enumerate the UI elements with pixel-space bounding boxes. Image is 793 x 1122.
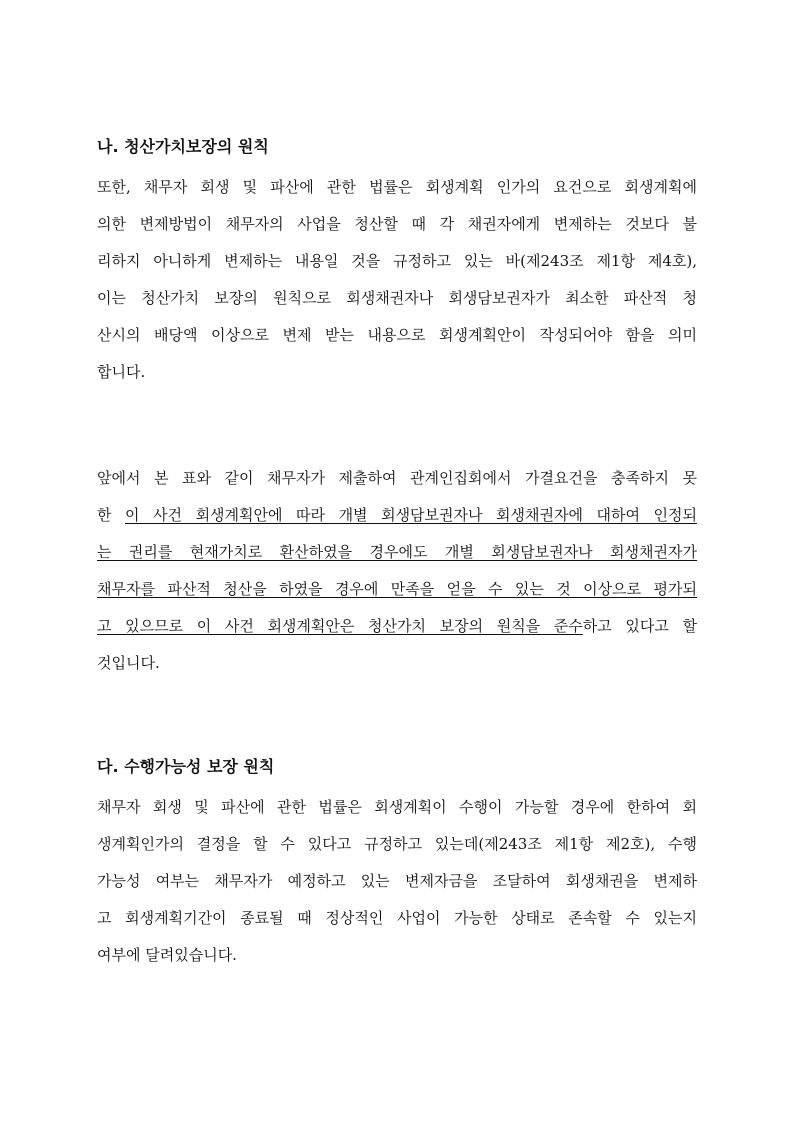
paragraph-line — [97, 541, 697, 578]
underlined-text: 채무자를 파산적 청산을 하였을 경우에 만족을 얻을 수 있는 것 이상으로 평가되 — [97, 580, 697, 598]
paragraph-liquidation-value — [97, 176, 697, 398]
underlined-text: 는 권리를 현재가치로 환산하였을 경우에도 개별 회생담보권자나 회생채권자가 — [97, 543, 697, 561]
paragraph-line: 가능성 여부는 채무자가 예정하고 있는 변제자금을 조달하여 회생채권을 변제하 — [97, 872, 697, 890]
paragraph-line — [97, 615, 697, 652]
paragraph-line: 이는 청산가치 보장의 원칙으로 회생채권자나 회생담보권자가 최소한 파산적 청 — [97, 289, 697, 307]
paragraph-line: 또한, 채무자 회생 및 파산에 관한 법률은 회생계획 인가의 요건으로 회생계획에 — [97, 178, 697, 196]
paragraph-line: 앞에서 본 표와 같이 채무자가 제출하여 관계인집회에서 가결요건을 충족하지 못 — [97, 469, 697, 487]
paragraph-line: 채무자 회생 및 파산에 관한 법률은 회생계획이 수행이 가능할 경우에 한하여 회 — [97, 798, 697, 816]
paragraph-line: 산시의 배당액 이상으로 변제 받는 내용으로 회생계획안이 작성되어야 함을 의미 — [97, 326, 697, 344]
paragraph-conclusion — [97, 467, 697, 689]
underlined-text: 고 있으므로 이 사건 회생계획안은 청산가치 보장의 원칙을 준수 — [97, 617, 583, 635]
paragraph-line: 여부에 달려있습니다. — [97, 946, 237, 964]
paragraph-feasibility — [97, 796, 697, 981]
section-heading-na: 나. 청산가치보장의 원칙 — [97, 137, 269, 156]
paragraph-line — [97, 504, 697, 541]
paragraph-line — [97, 578, 697, 615]
paragraph-line: 것입니다. — [97, 654, 160, 672]
paragraph-line: 고 회생계획기간이 종료될 때 정상적인 사업이 가능한 상태로 존속할 수 있는지 — [97, 909, 697, 927]
paragraph-line: 생계획인가의 결정을 할 수 있다고 규정하고 있는데(제243조 제1항 제2호), 수행 — [97, 835, 697, 853]
paragraph-line: 리하지 아니하게 변제하는 내용일 것을 규정하고 있는 바(제243조 제1항 제4호), — [97, 252, 697, 270]
underlined-text: 이 사건 회생계획안에 따라 개별 회생담보권자나 회생채권자에 대하여 인정되 — [125, 506, 697, 524]
paragraph-line: 합니다. — [97, 363, 146, 381]
plain-text: 한 — [97, 506, 126, 524]
section-heading-da: 다. 수행가능성 보장 원칙 — [97, 757, 275, 776]
paragraph-line: 의한 변제방법이 채무자의 사업을 청산할 때 각 채권자에게 변제하는 것보다 불 — [97, 215, 697, 233]
plain-text: 하고 있다고 할 — [582, 617, 697, 635]
